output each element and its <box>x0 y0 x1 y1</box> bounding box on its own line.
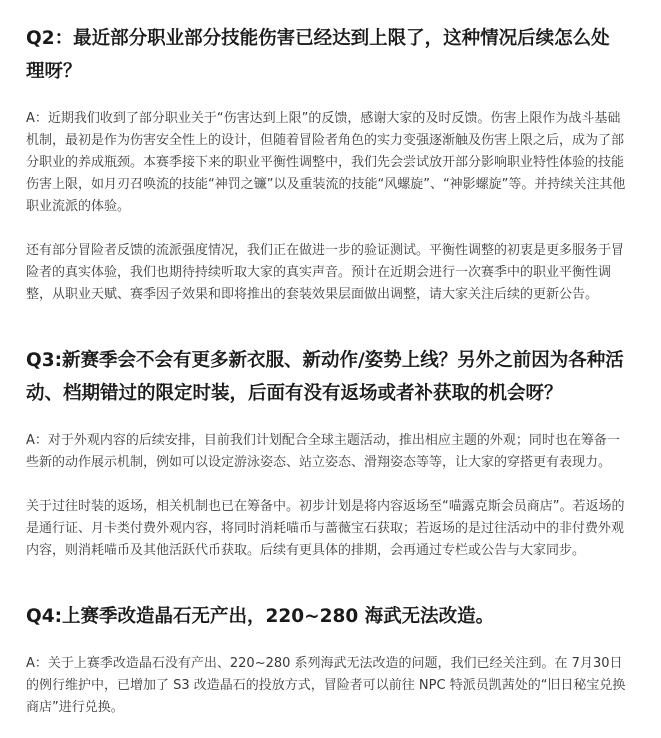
answer-paragraph: 关于过往时装的返场，相关机制也已在筹备中。初步计划是将内容返场至“喵露克斯会员商店”。若返场的是通行证、月卡类付费外观内容，将同时消耗喵币与蔷薇宝石获取；若返场的是过往活动中的非付费外观内容，则消耗喵币及其他活跃代币获取。后续有更具体的排期，会再通过专栏或公告与大家同步。 <box>26 499 625 558</box>
faq-section-q3 <box>26 344 626 562</box>
faq-section-q2 <box>26 22 626 306</box>
faq-section-q4 <box>26 600 626 719</box>
answer-paragraph: A：近期我们收到了部分职业关于“伤害达到上限”的反馈，感谢大家的及时反馈。伤害上限作为战斗基础机制，最初是作为伤害安全性上的设计，但随着冒险者角色的实力变强逐渐触及伤害上限之后，成为了部分职业的养成瓶颈。本赛季接下来的职业平衡性调整中，我们先会尝试放开部分影响职业特性体验的技能伤害上限，如月刃召唤流的技能“神罚之镰”以及重装流的技能“风螺旋”、“神影螺旋”等。并持续关注其他职业流派的体验。 <box>26 111 626 214</box>
answer-paragraph: A：对于外观内容的后续安排，目前我们计划配合全球主题活动，推出相应主题的外观；同时也在筹备一些新的动作展示机制，例如可以设定游泳姿态、站立姿态、滑翔姿态等等，让大家的穿搭更有表现力。 <box>26 433 620 470</box>
answer-paragraph: 还有部分冒险者反馈的流派强度情况，我们正在做进一步的验证测试。平衡性调整的初衷是更多服务于冒险者的真实体验，我们也期待持续听取大家的真实声音。预计在近期会进行一次赛季中的职业平衡性调整，从职业天赋、赛季因子效果和即将推出的套装效果层面做出调整，请大家关注后续的更新公告。 <box>26 243 625 302</box>
question-title: Q3:新赛季会不会有更多新衣服、新动作/姿势上线？另外之前因为各种活动、档期错过的限定时装，后面有没有返场或者补获取的机会呀？ <box>26 350 624 404</box>
question-title: Q4:上赛季改造晶石无产出，220~280 海武无法改造。 <box>26 606 495 627</box>
answer-paragraph: A：关于上赛季改造晶石没有产出、220~280 系列海武无法改造的问题，我们已经关注到。在 7月30日的例行维护中，已增加了 S3 改造晶石的投放方式，冒险者可以前往 NPC 特派员凯茜处的“旧日秘宝兑换商店”进行兑换。 <box>26 656 626 715</box>
question-title: Q2：最近部分职业部分技能伤害已经达到上限了，这种情况后续怎么处理呀？ <box>26 28 610 82</box>
